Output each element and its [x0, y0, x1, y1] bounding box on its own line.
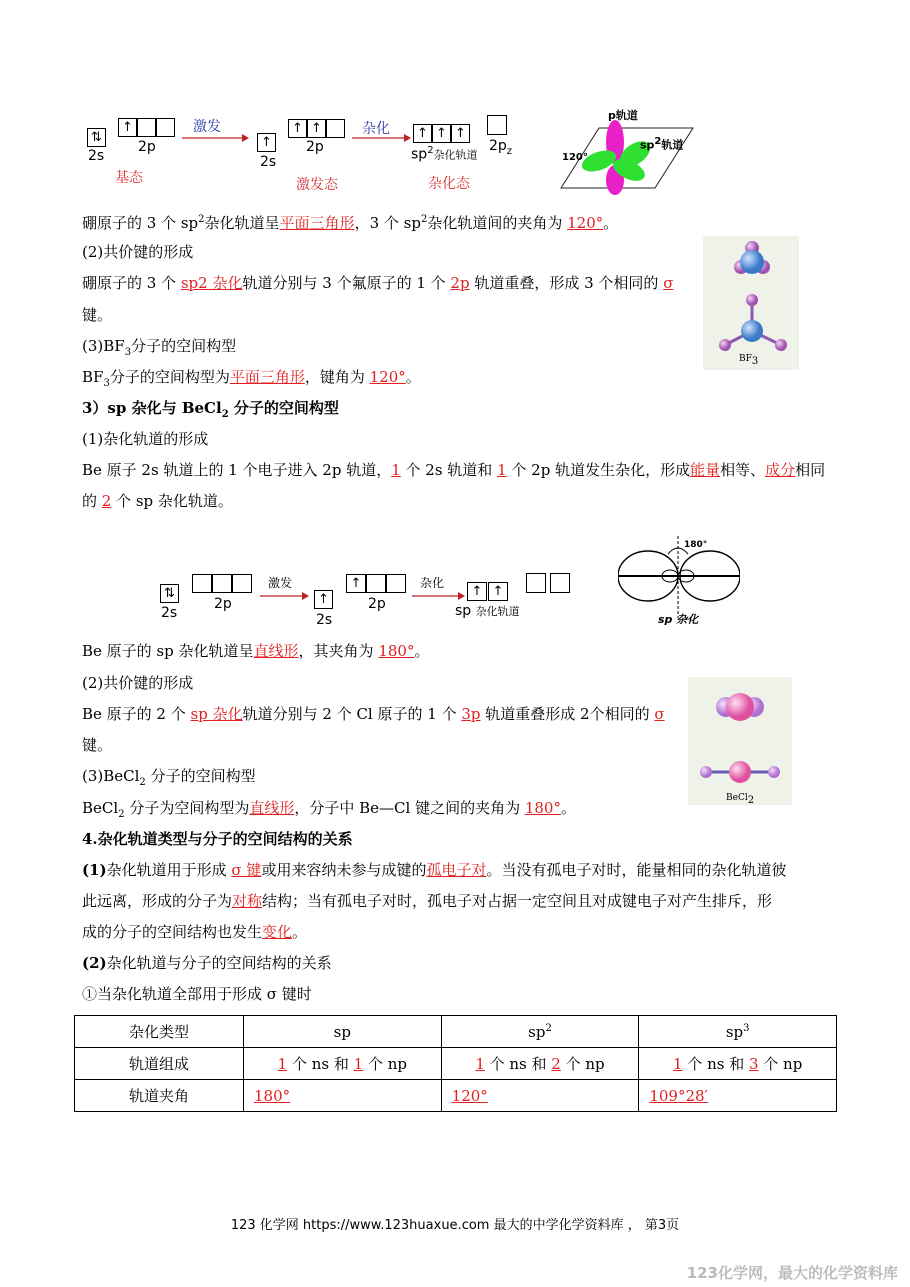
orbital-box-2p: [232, 574, 252, 593]
label-2pz: $2p_z$: [489, 138, 513, 157]
subheading: (2)共价键的形成: [82, 243, 194, 261]
orbital-box-2p: ↑: [346, 574, 366, 593]
table-cell: $sp^3$: [639, 1016, 837, 1048]
becl2-label: BeCl2: [726, 793, 755, 806]
table-row: [75, 1016, 837, 1048]
table-cell: 109°28′: [639, 1080, 837, 1112]
arrow-hybridize-icon: [410, 590, 466, 602]
orbital-box-2p: [192, 574, 212, 593]
subheading: ①当杂化轨道全部用于形成 σ 键时: [82, 985, 312, 1003]
orbital-box-2pz: [487, 115, 507, 135]
text-line: Be 原子的 2 个 sp 杂化轨道分别与 2 个 Cl 原子的 1 个 3p 轨道重叠形成 2个相同的 σ: [82, 705, 665, 723]
orbital-box-2p: [326, 119, 345, 138]
arrow-excite-icon: [180, 132, 250, 144]
label-2p: 2p: [368, 596, 386, 612]
bf3-model-icon: [703, 236, 799, 356]
becl2-molecule-image: [688, 677, 792, 805]
label-2s: 2s: [161, 605, 178, 621]
orbital-box-sp2: ↑: [451, 124, 470, 143]
orbital-box-2p: [137, 118, 156, 137]
arrow-hybridize-icon: [350, 132, 412, 144]
hybridization-table: [74, 1015, 837, 1112]
table-cell: 杂化类型: [75, 1016, 244, 1048]
arrow-label-hybridize: 杂化: [420, 576, 445, 590]
table-cell: 180°: [244, 1080, 442, 1112]
orbital-box-2s: ↑: [257, 133, 276, 152]
table-cell: 轨道夹角: [75, 1080, 244, 1112]
text-line: 成的分子的空间结构也发生变化。: [82, 923, 308, 941]
table-row: [75, 1080, 837, 1112]
label-sp-hybrid-caption: sp 杂化: [658, 613, 699, 626]
orbital-box-sp: ↑: [467, 582, 487, 601]
label-2s: 2s: [316, 612, 333, 628]
label-p-orbital: p轨道: [608, 109, 638, 122]
arrow-label-excite: 激发: [268, 576, 293, 590]
orbital-box-2p: ↑: [288, 119, 307, 138]
label-120-angle: 120°: [562, 152, 588, 163]
subheading: (2)共价键的形成: [82, 674, 194, 692]
arrow-label-hybridize: 杂化: [362, 121, 390, 137]
label-hybrid-state: 杂化态: [428, 176, 470, 192]
label-excited-state: 激发态: [296, 177, 338, 193]
bf3-label: BF3: [739, 354, 759, 367]
text-line: Be 原子的 sp 杂化轨道呈直线形，其夹角为 180°。: [82, 642, 430, 660]
subheading: (3)BeCl$_2$ 分子的空间构型: [82, 767, 256, 788]
section-heading: 3）sp 杂化与 BeCl$_2$ 分子的空间构型: [82, 399, 339, 420]
table-cell: 120°: [441, 1080, 639, 1112]
orbital-box-p: [526, 573, 546, 593]
label-2s: 2s: [88, 148, 105, 164]
orbital-box-2s: ⇅: [160, 584, 179, 603]
text-line: 此远离，形成的分子为对称结构；当有孤电子对时，孤电子对占据一定空间且对成键电子对产生排斥，形: [82, 892, 773, 910]
orbital-box-2p: ↑: [118, 118, 137, 137]
arrow-label-excite: 激发: [193, 119, 221, 135]
text-line: 键。: [82, 736, 113, 754]
orbital-box-p: [550, 573, 570, 593]
orbital-box-2p: [212, 574, 232, 593]
orbital-box-2s: ↑: [314, 590, 333, 609]
label-2s: 2s: [260, 154, 277, 170]
orbital-box-2p: [366, 574, 386, 593]
orbital-box-2p: [386, 574, 406, 593]
label-2p: 2p: [138, 139, 156, 155]
text-line: Be 原子 2s 轨道上的 1 个电子进入 2p 轨道，1 个 2s 轨道和 1 个 2p 轨道发生杂化，形成能量相等、成分相同: [82, 461, 826, 479]
orbital-box-2p: ↑: [307, 119, 326, 138]
text-line: BeCl$_2$ 分子为空间构型为直线形，分子中 Be—Cl 键之间的夹角为 180°。: [82, 799, 576, 820]
table-cell: 轨道组成: [75, 1048, 244, 1080]
table-cell: $sp^2$: [441, 1016, 639, 1048]
becl2-model-icon: [688, 677, 792, 787]
text-line: 键。: [82, 306, 113, 324]
text-line: 硼原子的 3 个 sp2 杂化轨道分别与 3 个氟原子的 1 个 2p 轨道重叠，形成 3 个相同的 σ: [82, 274, 674, 292]
orbital-box-2p: [156, 118, 175, 137]
table-row: [75, 1048, 837, 1080]
label-sp2-orbitals: $sp^2$杂化轨道: [411, 145, 478, 163]
subheading: (2)杂化轨道与分子的空间结构的关系: [82, 954, 332, 972]
table-cell: 1 个 ns 和 3 个 np: [639, 1048, 837, 1080]
label-2p: 2p: [214, 596, 232, 612]
sp-orbital-model-icon: [618, 532, 740, 618]
label-ground-state: 基态: [115, 170, 143, 186]
table-cell: sp: [244, 1016, 442, 1048]
orbital-box-sp: ↑: [488, 582, 508, 601]
label-sp2-orbital: sp2轨道: [640, 136, 684, 152]
subheading: $(3)BF_3$分子的空间构型: [82, 337, 237, 358]
section-heading: 4.杂化轨道类型与分子的空间结构的关系: [82, 830, 353, 848]
orbital-box-sp2: ↑: [432, 124, 451, 143]
orbital-box-sp2: ↑: [413, 124, 432, 143]
text-line: 的 2 个 sp 杂化轨道。: [82, 492, 233, 510]
label-sp-orbitals: sp 杂化轨道: [455, 603, 520, 619]
page-footer: 123 化学网 https://www.123huaxue.com 最大的中学化学资料库 ， 第3页: [230, 1218, 680, 1233]
label-180-angle: 180°: [684, 540, 708, 550]
text-line: 硼原子的 3 个 $sp^2$杂化轨道呈平面三角形，3 个 $sp^2$杂化轨道间的夹角为 120°。: [82, 214, 619, 232]
label-2p: 2p: [306, 139, 324, 155]
watermark: 123化学网，最大的化学资料库: [686, 1264, 898, 1282]
bf3-molecule-image: [703, 236, 799, 370]
text-line: (1)杂化轨道用于形成 σ 键或用来容纳未参与成键的孤电子对。当没有孤电子对时，能量相同的杂化轨道彼: [82, 861, 787, 879]
subheading: (1)杂化轨道的形成: [82, 430, 209, 448]
table-cell: 1 个 ns 和 2 个 np: [441, 1048, 639, 1080]
text-line: $BF_3$分子的空间构型为平面三角形，键角为 120°。: [82, 368, 421, 389]
arrow-excite-icon: [258, 590, 310, 602]
orbital-box-2s: ⇅: [87, 128, 106, 147]
table-cell: 1 个 ns 和 1 个 np: [244, 1048, 442, 1080]
